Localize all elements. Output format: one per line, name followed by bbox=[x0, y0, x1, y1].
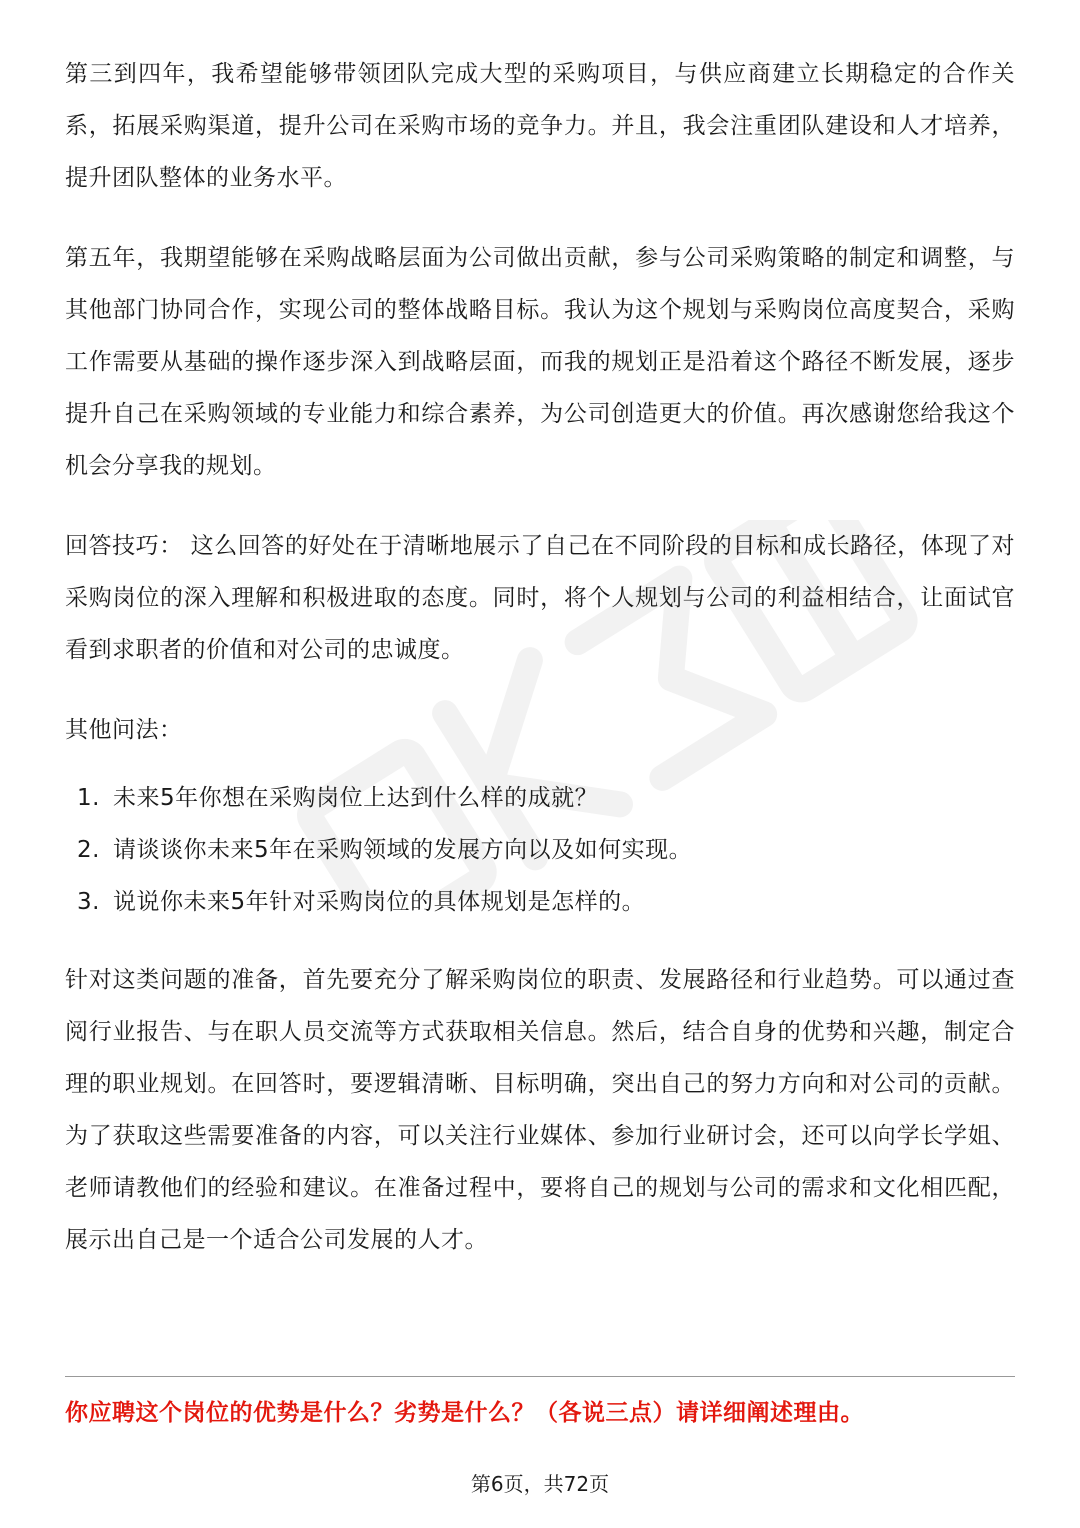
main-content bbox=[65, 48, 1015, 1294]
list-item bbox=[65, 876, 1015, 928]
page-number-footer: 第6页，共72页 bbox=[470, 1472, 610, 1496]
list-text: 未来5年你想在采购岗位上达到什么样的成就？ bbox=[113, 785, 599, 811]
paragraph-year-5: 第五年，我期望能够在采购战略层面为公司做出贡献，参与公司采购策略的制定和调整，与其他部门协同合作，实现公司的整体战略目标。我认为这个规划与采购岗位高度契合，采购工作需要从基础的操作逐步深入到战略层面，而我的规划正是沿着这个路径不断发展，逐步提升自己在采购领域的专业能力和综合素养，为公司创造更大的价值。再次感谢您给我这个机会分享我的规划。 bbox=[65, 245, 1015, 479]
other-questions-list bbox=[65, 772, 1015, 928]
list-number: 3. bbox=[77, 889, 100, 915]
list-item bbox=[65, 824, 1015, 876]
list-text: 说说你未来5年针对采购岗位的具体规划是怎样的。 bbox=[113, 889, 646, 915]
list-item bbox=[65, 772, 1015, 824]
list-text: 请谈谈你未来5年在采购领域的发展方向以及如何实现。 bbox=[113, 837, 693, 863]
list-number: 1. bbox=[77, 785, 100, 811]
paragraph-answer-tips: 回答技巧： 这么回答的好处在于清晰地展示了自己在不同阶段的目标和成长路径，体现了对采购岗位的深入理解和积极进取的态度。同时，将个人规划与公司的利益相结合，让面试官看到求职者的价值和对公司的忠诚度。 bbox=[65, 533, 1015, 663]
next-question-heading: 你应聘这个岗位的优势是什么？劣势是什么？（各说三点）请详细阐述理由。 bbox=[65, 1400, 864, 1426]
paragraph-preparation: 针对这类问题的准备，首先要充分了解采购岗位的职责、发展路径和行业趋势。可以通过查阅行业报告、与在职人员交流等方式获取相关信息。然后，结合自身的优势和兴趣，制定合理的职业规划。在回答时，要逻辑清晰、目标明确，突出自己的努力方向和对公司的贡献。为了获取这些需要准备的内容，可以关注行业媒体、参加行业研讨会，还可以向学长学姐、老师请教他们的经验和建议。在准备过程中，要将自己的规划与公司的需求和文化相匹配，展示出自己是一个适合公司发展的人才。 bbox=[65, 967, 1015, 1253]
other-questions-label: 其他问法： bbox=[65, 717, 183, 743]
list-number: 2. bbox=[77, 837, 100, 863]
section-divider bbox=[65, 1376, 1015, 1377]
paragraph-years-3-4: 第三到四年，我希望能够带领团队完成大型的采购项目，与供应商建立长期稳定的合作关系，拓展采购渠道，提升公司在采购市场的竞争力。并且，我会注重团队建设和人才培养，提升团队整体的业务水平。 bbox=[65, 61, 1015, 191]
